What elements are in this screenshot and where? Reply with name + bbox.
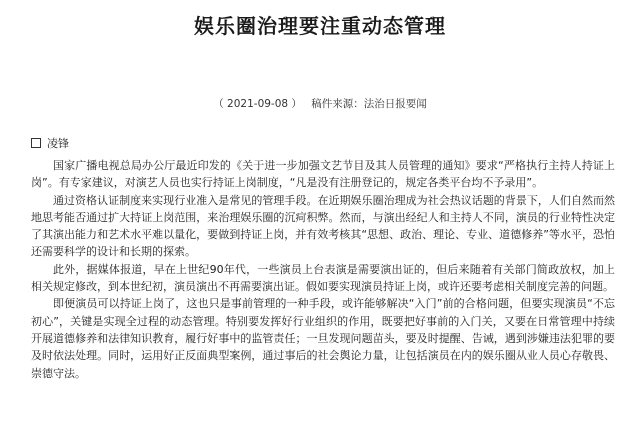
author-name: 凌锋: [47, 137, 69, 150]
article-title: 娱乐圈治理要注重动态管理: [194, 14, 446, 38]
paragraph: 通过资格认证制度来实现行业准入是常见的管理手段。在近期娱乐圈治理成为社会热议话题的背景下，人们自然而然地思考能否通过扩大持证上岗范围，来治理娱乐圈的沉疴积弊。然而，与演出经纪人和主持人不同，演员的行业特性决定了其演出能力和艺术水平难以量化，要做到持证上岗，并有效考核其“思想、政治、理论、专业、道德修养”等水平，恐怕还需要科学的设计和长期的探索。: [31, 193, 615, 259]
source-link[interactable]: 法治日报要闻: [363, 98, 427, 110]
paragraph: 国家广播电视总局办公厅最近印发的《关于进一步加强文艺节目及其人员管理的通知》要求“严格执行主持人持证上岗”。有专家建议，对演艺人员也实行持证上岗制度，“凡是没有注册登记的，规定各类平台均不予录用”。: [31, 159, 615, 190]
square-bullet-icon: [31, 138, 41, 148]
article-meta: [0, 96, 640, 111]
author-line: [31, 135, 69, 151]
article-body: [31, 157, 615, 382]
paragraph: 此外，据媒体报道，早在上世纪90年代，一些演员上台表演是需要演出证的，但后来随着有关部门简政放权，加上相关规定修改，到本世纪初，演员演出不再需要演出证。假如要实现演员持证上岗，或许还要考虑相关制度完善的问题。: [31, 262, 615, 294]
source-label: 稿件来源：: [311, 98, 364, 110]
publish-date: （ 2021-09-08 ）: [213, 98, 302, 110]
paragraph: 即便演员可以持证上岗了，这也只是事前管理的一种手段，或许能够解决“入门”前的合格问题，但要实现演员“不忘初心”，关键是实现全过程的动态管理。特别要发挥好行业组织的作用，既要把好事前的入门关，又要在日常管理中持续开展道德修养和法律知识教育，履行好事中的监管责任；一旦发现问题苗头，要及时提醒、告诫，遇到涉嫌违法犯罪的要及时依法处理。同时，运用好正反面典型案例，通过事后的社会舆论力量，让包括演员在内的娱乐圈从业人员心存敬畏、崇德守法。: [31, 297, 615, 380]
